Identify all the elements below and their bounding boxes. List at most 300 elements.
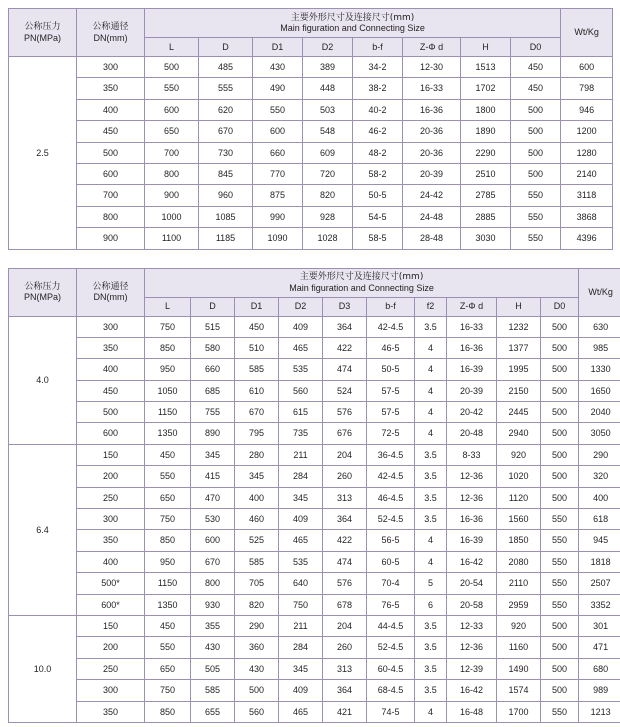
cell-ZPhiD: 20-54: [447, 573, 497, 594]
cell-L: 650: [145, 658, 191, 679]
cell-D0: 500: [541, 359, 579, 380]
header-col-H: H: [497, 297, 541, 316]
table-row: [9, 509, 620, 530]
cell-ZPhiD: 24-42: [403, 185, 461, 206]
header-weight: Wt/Kg: [579, 268, 620, 316]
cell-D0: 550: [511, 206, 561, 227]
cell-H: 1120: [497, 487, 541, 508]
cell-wt: 2040: [579, 402, 620, 423]
cell-ZPhiD: 20-36: [403, 142, 461, 163]
cell-wt: 985: [579, 337, 620, 358]
cell-D3: 474: [323, 359, 367, 380]
cell-f2: 4: [415, 380, 447, 401]
cell-f2: 3.5: [415, 487, 447, 508]
cell-f2: 6: [415, 594, 447, 615]
cell-bf: 52-4.5: [367, 637, 415, 658]
cell-H: 2445: [497, 402, 541, 423]
cell-D2: 560: [279, 380, 323, 401]
cell-dn: 450: [77, 121, 145, 142]
table-row: [9, 444, 620, 465]
table-row: [9, 615, 620, 636]
cell-D0: 450: [511, 57, 561, 78]
table-row: [9, 402, 620, 423]
cell-D: 1185: [199, 228, 253, 249]
header-dimensions-group: [145, 9, 561, 38]
cell-wt: 1280: [561, 142, 613, 163]
cell-D1: 500: [235, 680, 279, 701]
cell-H: 920: [497, 444, 541, 465]
table-row: [9, 228, 613, 249]
header-col-D1: D1: [253, 38, 303, 57]
cell-L: 750: [145, 316, 191, 337]
table-2-body: [9, 316, 620, 722]
cell-ZPhiD: 12-30: [403, 57, 461, 78]
cell-H: 1377: [497, 337, 541, 358]
cell-bf: 44-4.5: [367, 615, 415, 636]
table-row: [9, 185, 613, 206]
cell-D0: 550: [541, 701, 579, 722]
cell-bf: 54-5: [353, 206, 403, 227]
cell-D: 685: [191, 380, 235, 401]
valve-spec-table-2: [8, 268, 620, 723]
cell-H: 2940: [497, 423, 541, 444]
cell-H: 2290: [461, 142, 511, 163]
cell-wt: 471: [579, 637, 620, 658]
cell-D0: 500: [511, 142, 561, 163]
cell-wt: 1650: [579, 380, 620, 401]
cell-D1: 460: [235, 509, 279, 530]
cell-D1: 430: [235, 658, 279, 679]
cell-bf: 46-4.5: [367, 487, 415, 508]
cell-D2: 448: [303, 78, 353, 99]
cell-dn: 300: [77, 509, 145, 530]
cell-bf: 68-4.5: [367, 680, 415, 701]
cell-L: 650: [145, 121, 199, 142]
cell-bf: 58-2: [353, 163, 403, 184]
cell-H: 2885: [461, 206, 511, 227]
cell-D1: 430: [253, 57, 303, 78]
cell-D: 530: [191, 509, 235, 530]
cell-dn: 800: [77, 206, 145, 227]
cell-L: 450: [145, 444, 191, 465]
cell-D1: 585: [235, 551, 279, 572]
cell-L: 1000: [145, 206, 199, 227]
cell-D2: 345: [279, 487, 323, 508]
cell-wt: 3868: [561, 206, 613, 227]
cell-D2: 465: [279, 701, 323, 722]
table-row: [9, 206, 613, 227]
cell-D3: 576: [323, 573, 367, 594]
header-dimensions-group-en: Main figuration and Connecting Size: [289, 282, 434, 293]
cell-D2: 284: [279, 637, 323, 658]
cell-wt: 2140: [561, 163, 613, 184]
cell-ZPhiD: 16-39: [447, 530, 497, 551]
cell-dn: 250: [77, 487, 145, 508]
cell-D3: 313: [323, 658, 367, 679]
cell-wt: 680: [579, 658, 620, 679]
header-col-D1: D1: [235, 297, 279, 316]
cell-L: 1100: [145, 228, 199, 249]
cell-L: 1150: [145, 573, 191, 594]
cell-ZPhiD: 28-48: [403, 228, 461, 249]
table-separator: [8, 250, 612, 268]
header-weight: Wt/Kg: [561, 9, 613, 57]
cell-bf: 34-2: [353, 57, 403, 78]
cell-bf: 60-5: [367, 551, 415, 572]
cell-dn: 150: [77, 444, 145, 465]
cell-D1: 770: [253, 163, 303, 184]
cell-dn: 300: [77, 680, 145, 701]
cell-D3: 576: [323, 402, 367, 423]
header-nominal-pressure: [9, 268, 77, 316]
cell-ZPhiD: 20-58: [447, 594, 497, 615]
cell-dn: 600*: [77, 594, 145, 615]
cell-D: 485: [199, 57, 253, 78]
header-col-D2: D2: [279, 297, 323, 316]
header-col-D2: D2: [303, 38, 353, 57]
cell-H: 1574: [497, 680, 541, 701]
table-row: [9, 658, 620, 679]
cell-H: 1995: [497, 359, 541, 380]
cell-D0: 500: [541, 402, 579, 423]
cell-D2: 409: [279, 680, 323, 701]
table-row: [9, 57, 613, 78]
cell-ZPhiD: 12-36: [447, 466, 497, 487]
cell-wt: 3050: [579, 423, 620, 444]
cell-bf: 50-5: [353, 185, 403, 206]
cell-D3: 474: [323, 551, 367, 572]
header-nominal-diameter-en: DN(mm): [93, 292, 128, 303]
cell-D: 580: [191, 337, 235, 358]
cell-ZPhiD: 16-36: [403, 99, 461, 120]
cell-H: 1232: [497, 316, 541, 337]
table-row: [9, 573, 620, 594]
cell-D: 430: [191, 637, 235, 658]
cell-ZPhiD: 8-33: [447, 444, 497, 465]
cell-ZPhiD: 16-33: [403, 78, 461, 99]
cell-D0: 500: [541, 658, 579, 679]
cell-L: 550: [145, 78, 199, 99]
cell-D: 660: [191, 359, 235, 380]
cell-f2: 4: [415, 551, 447, 572]
cell-D2: 720: [303, 163, 353, 184]
cell-D0: 500: [541, 680, 579, 701]
cell-ZPhiD: 16-48: [447, 701, 497, 722]
cell-H: 1513: [461, 57, 511, 78]
cell-bf: 46-5: [367, 337, 415, 358]
cell-D: 515: [191, 316, 235, 337]
cell-pn: 4.0: [9, 316, 77, 444]
header-dimensions-group-en: Main figuration and Connecting Size: [280, 23, 425, 33]
header-nominal-pressure: [9, 9, 77, 57]
cell-L: 950: [145, 359, 191, 380]
cell-D2: 284: [279, 466, 323, 487]
cell-D2: 389: [303, 57, 353, 78]
valve-spec-table-1: [8, 8, 613, 250]
cell-H: 1490: [497, 658, 541, 679]
cell-wt: 798: [561, 78, 613, 99]
header-col-H: H: [461, 38, 511, 57]
cell-D: 1085: [199, 206, 253, 227]
cell-D3: 364: [323, 316, 367, 337]
cell-D: 960: [199, 185, 253, 206]
cell-dn: 350: [77, 701, 145, 722]
header-nominal-diameter-cn: 公称通径: [92, 22, 129, 33]
cell-D0: 500: [541, 423, 579, 444]
cell-L: 850: [145, 337, 191, 358]
table-row: [9, 316, 620, 337]
cell-D: 505: [191, 658, 235, 679]
cell-dn: 350: [77, 337, 145, 358]
cell-D2: 640: [279, 573, 323, 594]
cell-dn: 350: [77, 530, 145, 551]
table-row: [9, 121, 613, 142]
cell-bf: 52-4.5: [367, 509, 415, 530]
cell-f2: 4: [415, 530, 447, 551]
cell-bf: 40-2: [353, 99, 403, 120]
cell-ZPhiD: 16-39: [447, 359, 497, 380]
cell-ZPhiD: 20-39: [403, 163, 461, 184]
cell-D: 845: [199, 163, 253, 184]
cell-ZPhiD: 16-36: [447, 337, 497, 358]
cell-D1: 290: [235, 615, 279, 636]
cell-dn: 400: [77, 99, 145, 120]
cell-D2: 615: [279, 402, 323, 423]
cell-ZPhiD: 16-36: [447, 509, 497, 530]
cell-f2: 3.5: [415, 658, 447, 679]
cell-D: 670: [191, 551, 235, 572]
header-col-f2: f2: [415, 297, 447, 316]
table-row: [9, 78, 613, 99]
cell-wt: 630: [579, 316, 620, 337]
cell-D2: 750: [279, 594, 323, 615]
cell-f2: 3.5: [415, 615, 447, 636]
header-nominal-pressure-en: PN(MPa): [23, 32, 61, 43]
cell-D0: 450: [511, 78, 561, 99]
cell-D: 800: [191, 573, 235, 594]
cell-D0: 550: [511, 185, 561, 206]
cell-D3: 204: [323, 444, 367, 465]
cell-L: 800: [145, 163, 199, 184]
cell-D: 670: [199, 121, 253, 142]
cell-H: 1160: [497, 637, 541, 658]
cell-L: 750: [145, 680, 191, 701]
cell-wt: 1200: [561, 121, 613, 142]
cell-dn: 500: [77, 142, 145, 163]
cell-ZPhiD: 16-42: [447, 680, 497, 701]
cell-D2: 409: [279, 509, 323, 530]
table-row: [9, 142, 613, 163]
cell-dn: 150: [77, 615, 145, 636]
cell-H: 920: [497, 615, 541, 636]
cell-bf: 72-5: [367, 423, 415, 444]
cell-pn: 6.4: [9, 444, 77, 615]
cell-D3: 364: [323, 509, 367, 530]
cell-D1: 400: [235, 487, 279, 508]
cell-ZPhiD: 20-42: [447, 402, 497, 423]
cell-D1: 670: [235, 402, 279, 423]
cell-L: 1350: [145, 423, 191, 444]
cell-D1: 600: [253, 121, 303, 142]
cell-D0: 550: [511, 228, 561, 249]
cell-D0: 550: [541, 573, 579, 594]
cell-L: 500: [145, 57, 199, 78]
cell-D0: 550: [541, 551, 579, 572]
cell-D2: 1028: [303, 228, 353, 249]
cell-D0: 500: [541, 444, 579, 465]
header-col-bf: b-f: [367, 297, 415, 316]
cell-bf: 46-2: [353, 121, 403, 142]
cell-D1: 1090: [253, 228, 303, 249]
table-row: [9, 530, 620, 551]
cell-ZPhiD: 12-33: [447, 615, 497, 636]
cell-bf: 76-5: [367, 594, 415, 615]
cell-bf: 70-4: [367, 573, 415, 594]
cell-D0: 500: [541, 466, 579, 487]
cell-wt: 2507: [579, 573, 620, 594]
cell-dn: 300: [77, 316, 145, 337]
cell-f2: 3.5: [415, 444, 447, 465]
header-col-L: L: [145, 297, 191, 316]
header-col-bf: b-f: [353, 38, 403, 57]
header-nominal-pressure-cn: 公称压力: [24, 22, 61, 33]
header-dimensions-group-cn: 主要外形尺寸及连接尺寸(mm): [290, 12, 415, 23]
cell-f2: 3.5: [415, 637, 447, 658]
cell-dn: 500*: [77, 573, 145, 594]
cell-dn: 350: [77, 78, 145, 99]
cell-H: 1800: [461, 99, 511, 120]
table-row: [9, 551, 620, 572]
cell-L: 600: [145, 99, 199, 120]
header-nominal-diameter-cn: 公称通径: [92, 281, 129, 292]
cell-D1: 550: [253, 99, 303, 120]
cell-dn: 700: [77, 185, 145, 206]
cell-D0: 500: [541, 337, 579, 358]
cell-dn: 200: [77, 466, 145, 487]
cell-D1: 875: [253, 185, 303, 206]
header-nominal-pressure-cn: 公称压力: [24, 281, 61, 292]
cell-D2: 465: [279, 337, 323, 358]
cell-D: 345: [191, 444, 235, 465]
cell-D2: 465: [279, 530, 323, 551]
cell-D1: 490: [253, 78, 303, 99]
cell-L: 850: [145, 530, 191, 551]
header-col-D0: D0: [541, 297, 579, 316]
table-row: [9, 487, 620, 508]
cell-D1: 705: [235, 573, 279, 594]
table-row: [9, 380, 620, 401]
cell-D2: 735: [279, 423, 323, 444]
cell-L: 450: [145, 615, 191, 636]
cell-D1: 990: [253, 206, 303, 227]
header-nominal-diameter-en: DN(mm): [93, 32, 128, 43]
cell-D: 355: [191, 615, 235, 636]
cell-L: 900: [145, 185, 199, 206]
cell-D1: 610: [235, 380, 279, 401]
cell-D: 585: [191, 680, 235, 701]
cell-bf: 38-2: [353, 78, 403, 99]
header-col-D: D: [199, 38, 253, 57]
cell-bf: 42-4.5: [367, 466, 415, 487]
cell-D: 730: [199, 142, 253, 163]
table-row: [9, 466, 620, 487]
cell-H: 2110: [497, 573, 541, 594]
header-col-ZPhiD: Z-Φ d: [447, 297, 497, 316]
cell-ZPhiD: 12-36: [447, 637, 497, 658]
cell-wt: 1818: [579, 551, 620, 572]
cell-D3: 260: [323, 466, 367, 487]
header-nominal-pressure-en: PN(MPa): [23, 292, 61, 303]
cell-L: 1150: [145, 402, 191, 423]
cell-D1: 525: [235, 530, 279, 551]
cell-D2: 535: [279, 359, 323, 380]
cell-D2: 548: [303, 121, 353, 142]
header-col-L: L: [145, 38, 199, 57]
cell-D: 600: [191, 530, 235, 551]
header-col-D0: D0: [511, 38, 561, 57]
header-col-D3: D3: [323, 297, 367, 316]
cell-D2: 211: [279, 615, 323, 636]
cell-ZPhiD: 20-36: [403, 121, 461, 142]
cell-bf: 36-4.5: [367, 444, 415, 465]
cell-D1: 280: [235, 444, 279, 465]
cell-wt: 4396: [561, 228, 613, 249]
cell-H: 2510: [461, 163, 511, 184]
cell-D1: 795: [235, 423, 279, 444]
cell-D1: 360: [235, 637, 279, 658]
table-1-body: [9, 57, 613, 250]
cell-D: 890: [191, 423, 235, 444]
cell-D2: 928: [303, 206, 353, 227]
cell-dn: 500: [77, 402, 145, 423]
cell-wt: 945: [579, 530, 620, 551]
table-row: [9, 680, 620, 701]
cell-D2: 609: [303, 142, 353, 163]
table-row: [9, 359, 620, 380]
cell-D0: 500: [511, 121, 561, 142]
cell-ZPhiD: 20-48: [447, 423, 497, 444]
cell-f2: 4: [415, 423, 447, 444]
cell-D: 930: [191, 594, 235, 615]
header-col-ZPhiD: Z-Φ d: [403, 38, 461, 57]
cell-D: 655: [191, 701, 235, 722]
cell-H: 1020: [497, 466, 541, 487]
cell-D0: 500: [541, 316, 579, 337]
cell-ZPhiD: 16-42: [447, 551, 497, 572]
cell-D2: 535: [279, 551, 323, 572]
cell-D: 755: [191, 402, 235, 423]
cell-D2: 409: [279, 316, 323, 337]
cell-H: 1890: [461, 121, 511, 142]
cell-D2: 503: [303, 99, 353, 120]
cell-dn: 900: [77, 228, 145, 249]
cell-f2: 4: [415, 402, 447, 423]
cell-D3: 678: [323, 594, 367, 615]
cell-f2: 3.5: [415, 466, 447, 487]
cell-D3: 524: [323, 380, 367, 401]
cell-D: 555: [199, 78, 253, 99]
table-row: [9, 163, 613, 184]
cell-D: 415: [191, 466, 235, 487]
cell-wt: 3352: [579, 594, 620, 615]
cell-D0: 500: [541, 487, 579, 508]
cell-L: 550: [145, 637, 191, 658]
cell-bf: 58-5: [353, 228, 403, 249]
cell-pn: 10.0: [9, 615, 77, 722]
cell-f2: 4: [415, 359, 447, 380]
cell-D0: 500: [541, 637, 579, 658]
cell-L: 650: [145, 487, 191, 508]
